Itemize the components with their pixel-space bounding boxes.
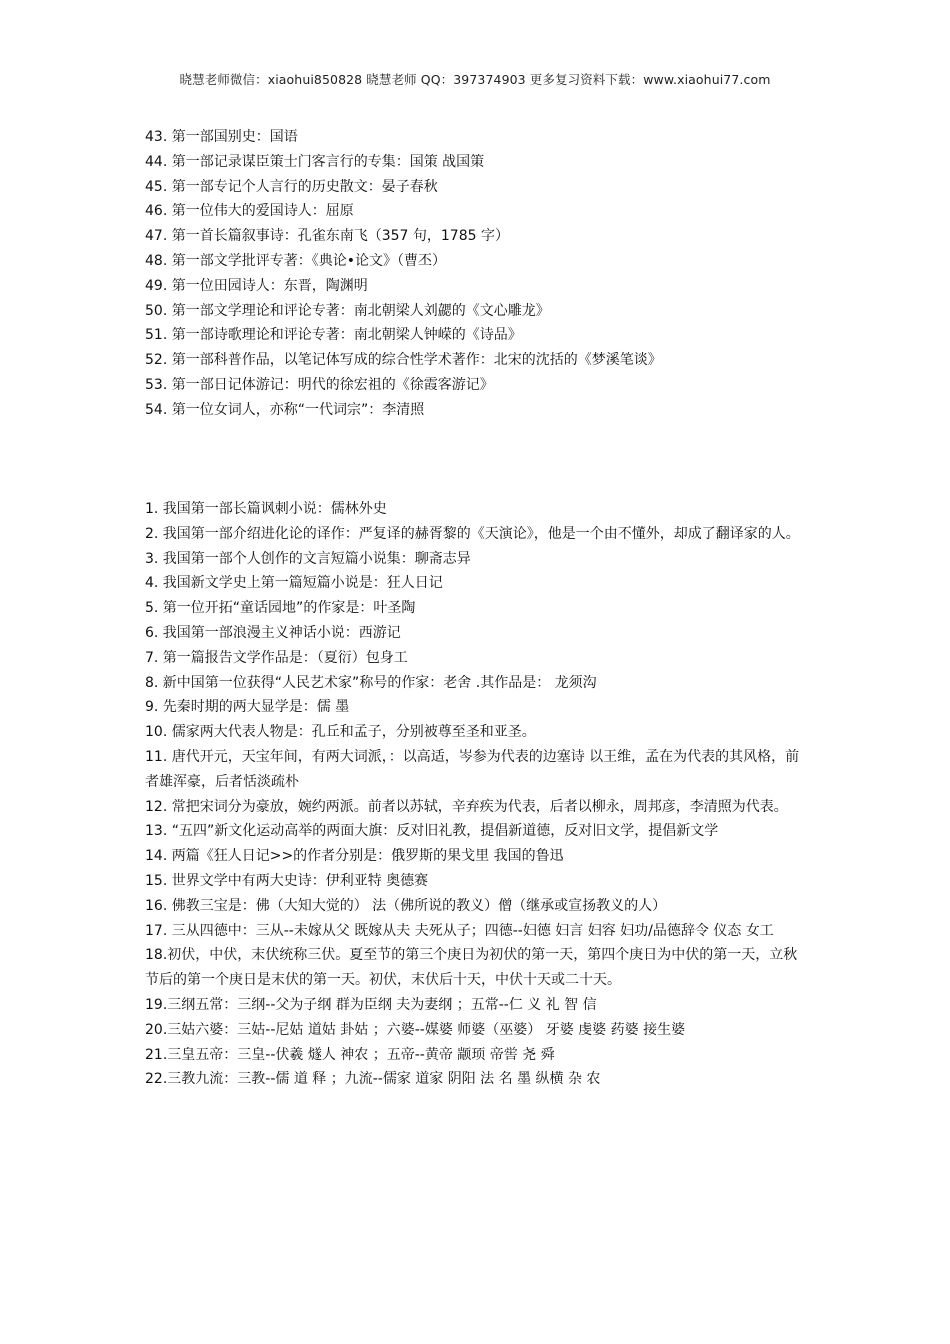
list-item: 13. “五四”新文化运动高举的两面大旗：反对旧礼教，提倡新道德，反对旧文学，提倡新文学 xyxy=(145,823,719,840)
list-item: 44. 第一部记录谋臣策士门客言行的专集：国策 战国策 xyxy=(145,153,485,170)
list-item: 22.三教九流：三教--儒 道 释 ；九流--儒家 道家 阴阳 法 名 墨 纵横 杂 农 xyxy=(145,1071,601,1088)
list-item: 12. 常把宋词分为豪放，婉约两派。前者以苏轼，辛弃疾为代表，后者以柳永，周邦彦，李清照为代表。 xyxy=(145,798,788,815)
list-item: 8. 新中国第一位获得“人民艺术家”称号的作家：老舍 .其作品是： 龙须沟 xyxy=(145,674,597,691)
list-item: 9. 先秦时期的两大显学是：儒 墨 xyxy=(145,699,350,716)
list-item: 5. 第一位开拓“童话园地”的作家是：叶圣陶 xyxy=(145,600,416,617)
list-item: 1. 我国第一部长篇讽刺小说：儒林外史 xyxy=(145,501,387,517)
list-item: 7. 第一篇报告文学作品是：（夏衍）包身工 xyxy=(145,649,408,666)
list-item: 18.初伏，中伏，末伏统称三伏。夏至节的第三个庚日为初伏的第一天，第四个庚日为中伏的第一天，立秋节后的第一个庚日是末伏的第一天。初伏，末伏后十天，中伏十天或二十天。 xyxy=(145,947,798,989)
list-item: 45. 第一部专记个人言行的历史散文：晏子春秋 xyxy=(145,178,438,195)
list-item: 21.三皇五帝：三皇--伏羲 燧人 神农 ；五帝--黄帝 颛顼 帝喾 尧 舜 xyxy=(145,1046,555,1063)
list-item: 20.三姑六婆：三姑--尼姑 道姑 卦姑 ；六婆--媒婆 师婆（巫婆） 牙婆 虔婆 药婆 接生婆 xyxy=(145,1021,686,1038)
list-item: 19.三纲五常：三纲--父为子纲 群为臣纲 夫为妻纲 ；五常--仁 义 礼 智 信 xyxy=(145,996,597,1013)
list-section-literature xyxy=(145,497,810,1092)
list-item: 46. 第一位伟大的爱国诗人：屈原 xyxy=(145,203,354,220)
list-item: 43. 第一部国别史：国语 xyxy=(145,129,298,145)
list-item: 53. 第一部日记体游记：明代的徐宏祖的《徐霞客游记》 xyxy=(145,376,494,393)
list-item: 2. 我国第一部介绍进化论的译作：严复译的赫胥黎的《天演论》，他是一个由不懂外，却成了翻译家的人。 xyxy=(145,525,800,542)
list-item: 52. 第一部科普作品，以笔记体写成的综合性学术著作：北宋的沈括的《梦溪笔谈》 xyxy=(145,352,662,369)
list-item: 17. 三从四德中：三从--未嫁从父 既嫁从夫 夫死从子；四德--妇德 妇言 妇容 妇功/品德辞令 仪态 女工 xyxy=(145,922,774,939)
list-item: 4. 我国新文学史上第一篇短篇小说是：狂人日记 xyxy=(145,575,443,592)
list-item: 10. 儒家两大代表人物是：孔丘和孟子，分别被尊至圣和亚圣。 xyxy=(145,724,536,741)
list-item: 47. 第一首长篇叙事诗：孔雀东南飞（357 句，1785 字） xyxy=(145,228,509,245)
page-header: 晓慧老师微信：xiaohui850828 晓慧老师 QQ：397374903 更多复习资料下载：www.xiaohui77.com xyxy=(179,72,771,87)
list-section-firsts xyxy=(145,125,810,423)
list-item: 11. 唐代开元，天宝年间，有两大词派，：以高适，岑参为代表的边塞诗 以王维，孟在为代表的其风格，前者雄浑豪，后者恬淡疏朴 xyxy=(145,748,800,790)
list-item: 14. 两篇《狂人日记>>的作者分别是：俄罗斯的果戈里 我国的鲁迅 xyxy=(145,848,564,865)
list-item: 16. 佛教三宝是：佛（大知大觉的） 法（佛所说的教义）僧（继承或宣扬教义的人） xyxy=(145,897,667,914)
list-item: 54. 第一位女词人，亦称“一代词宗”：李清照 xyxy=(145,401,425,418)
list-item: 49. 第一位田园诗人：东晋，陶渊明 xyxy=(145,277,368,294)
list-item: 15. 世界文学中有两大史诗：伊利亚特 奥德赛 xyxy=(145,872,429,889)
list-item: 51. 第一部诗歌理论和评论专著：南北朝梁人钟嵘的《诗品》 xyxy=(145,327,522,344)
list-item: 50. 第一部文学理论和评论专著：南北朝梁人刘勰的《文心雕龙》 xyxy=(145,302,550,319)
list-item: 6. 我国第一部浪漫主义神话小说：西游记 xyxy=(145,624,401,641)
list-item: 3. 我国第一部个人创作的文言短篇小说集：聊斋志异 xyxy=(145,550,471,567)
list-item: 48. 第一部文学批评专著：《典论•论文》（曹丕） xyxy=(145,252,446,269)
